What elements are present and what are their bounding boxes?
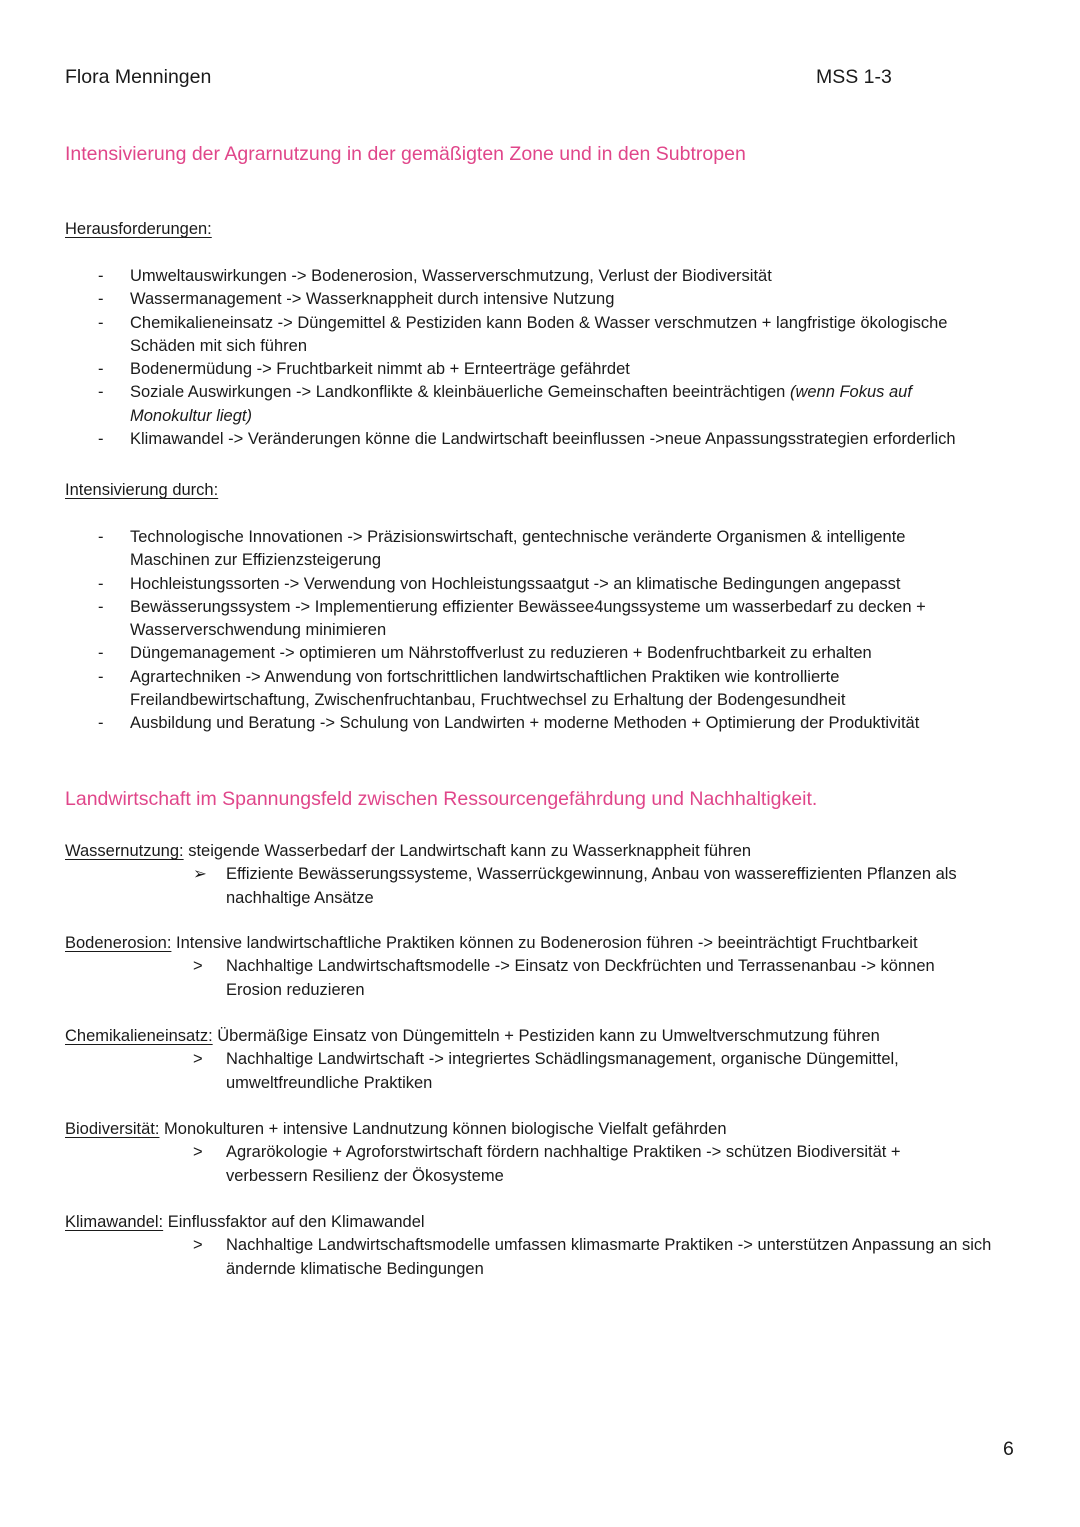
list-item: - Agrartechniken -> Anwendung von fortschrittlichen landwirtschaftlichen Praktiken wie kontrollierte Freilandbewirtschaftung, Zwischenfruchtanbau, Fruchtwechsel zu Erhaltung der Bodengesundheit bbox=[98, 667, 846, 710]
list-item: - Hochleistungssorten -> Verwendung von Hochleistungssaatgut -> an klimatische Bedingungen angepasst bbox=[98, 574, 901, 593]
section2-title: Landwirtschaft im Spannungsfeld zwischen Ressourcengefährdung und Nachhaltigkeit. bbox=[65, 788, 818, 810]
arrow-bullet-icon: ➢ bbox=[193, 865, 207, 884]
topic-wassernutzung: Wassernutzung: steigende Wasserbedarf der Landwirtschaft kann zu Wasserknappheit führen ➢ Effiziente Bewässerungssysteme, Wasserrückgewinnung, Anbau von wassereffizienten Pflanzen als nachhaltige Ansätze bbox=[65, 842, 957, 907]
chevron-bullet-icon: > bbox=[193, 1143, 203, 1162]
intensification-heading: Intensivierung durch: bbox=[65, 481, 219, 499]
intensification-list bbox=[65, 526, 975, 736]
list-item: - Technologische Innovationen -> Präzisionswirtschaft, gentechnische veränderte Organismen & intelligente Maschinen zur Effizienzsteigerung bbox=[98, 528, 906, 570]
page-number: 6 bbox=[1003, 1438, 1014, 1460]
topic-label: Bodenerosion: bbox=[65, 934, 172, 952]
topic-biodiversitaet: Biodiversität: Monokulturen + intensive Landnutzung können biologische Vielfalt gefährden > Agrarökologie + Agroforstwirtschaft fördern nachhaltige Praktiken -> schützen Biodiversität + verbessern Resilienz der Ökosysteme bbox=[65, 1120, 901, 1185]
topic-label: Wassernutzung: bbox=[65, 842, 184, 860]
challenges-list bbox=[65, 265, 1010, 451]
list-item: - Umweltauswirkungen -> Bodenerosion, Wasserverschmutzung, Verlust der Biodiversität bbox=[98, 267, 772, 285]
list-item: - Wassermanagement -> Wasserknappheit durch intensive Nutzung bbox=[98, 290, 615, 309]
chevron-bullet-icon: > bbox=[193, 1236, 203, 1255]
author-name: Flora Menningen bbox=[65, 66, 212, 88]
list-item: - Düngemanagement -> optimieren um Nährstoffverlust zu reduzieren + Bodenfruchtbarkeit zu erhalten bbox=[98, 644, 872, 663]
list-item: - Klimawandel -> Veränderungen könne die Landwirtschaft beeinflussen ->neue Anpassungsstrategien erforderlich bbox=[98, 430, 956, 449]
topic-label: Klimawandel: bbox=[65, 1213, 164, 1231]
course-label: MSS 1-3 bbox=[816, 66, 892, 88]
chevron-bullet-icon: > bbox=[193, 1050, 203, 1069]
topic-chemikalieneinsatz: Chemikalieneinsatz: Übermäßige Einsatz von Düngemitteln + Pestiziden kann zu Umweltverschmutzung führen > Nachhaltige Landwirtschaft -> integriertes Schädlingsmanagement, organische Düngemittel, umweltfreundliche Praktiken bbox=[65, 1027, 899, 1092]
topic-label: Chemikalieneinsatz: bbox=[65, 1027, 213, 1045]
list-item: - Bewässerungssystem -> Implementierung effizienter Bewässee4ungssysteme um wasserbedarf zu decken + Wasserverschwendung minimieren bbox=[98, 597, 926, 640]
list-item: - Chemikalieneinsatz -> Düngemittel & Pestiziden kann Boden & Wasser verschmutzen + langfristige ökologische Schäden mit sich führen bbox=[98, 313, 948, 355]
topic-bodenerosion: Bodenerosion: Intensive landwirtschaftliche Praktiken können zu Bodenerosion führen -> beeinträchtigt Fruchtbarkeit > Nachhaltige Landwirtschaftsmodelle -> Einsatz von Deckfrüchten und Terrassenanbau -> können Erosion reduzieren bbox=[65, 934, 935, 999]
topic-label: Biodiversität: bbox=[65, 1120, 160, 1138]
section1-title: Intensivierung der Agrarnutzung in der gemäßigten Zone und in den Subtropen bbox=[65, 143, 746, 165]
list-item: - Ausbildung und Beratung -> Schulung von Landwirten + moderne Methoden + Optimierung der Produktivität bbox=[98, 714, 920, 733]
chevron-bullet-icon: > bbox=[193, 957, 203, 976]
italic-note: (wenn Fokus auf Monokultur liegt) bbox=[130, 383, 912, 425]
list-item: - Bodenermüdung -> Fruchtbarkeit nimmt ab + Ernteerträge gefährdet bbox=[98, 360, 630, 379]
list-item: - Soziale Auswirkungen -> Landkonflikte & kleinbäuerliche Gemeinschaften beeinträchtigen (wenn Fokus auf Monokultur liegt) bbox=[98, 383, 912, 425]
challenges-heading: Herausforderungen: bbox=[65, 220, 212, 238]
topic-klimawandel: Klimawandel: Einflussfaktor auf den Klimawandel > Nachhaltige Landwirtschaftsmodelle umfassen klimasmarte Praktiken -> unterstützen Anpassung an sich ändernde klimatische Bedingungen bbox=[65, 1213, 992, 1278]
